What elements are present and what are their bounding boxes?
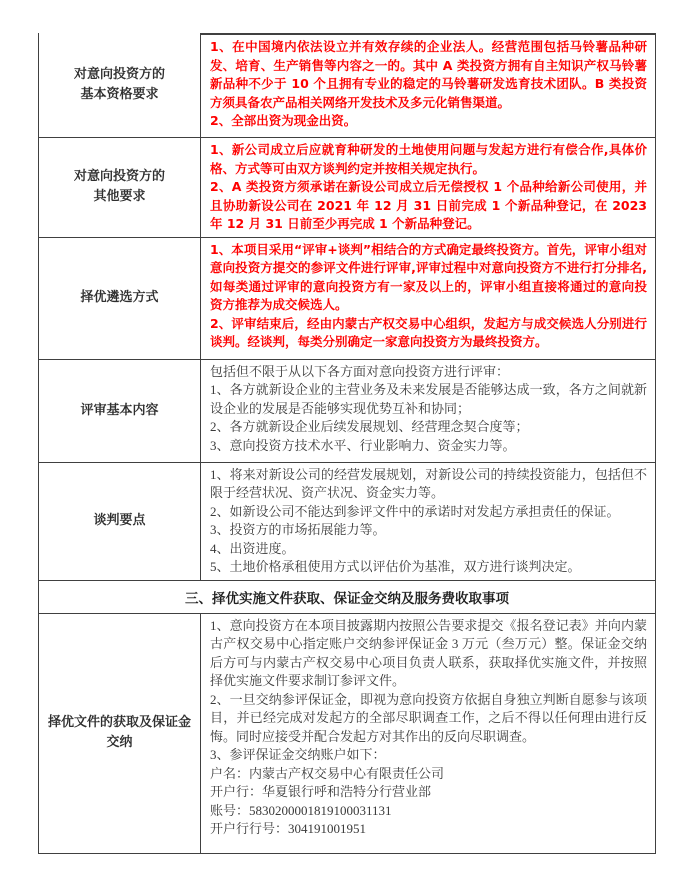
text-line: 择优遴选方式 [80,290,159,305]
row-content-selection-method [201,238,656,359]
text-line: 对意向投资方的 [73,169,165,185]
text-line: 1、意向投资方在本项目披露期内按照公告要求提交《报名登记表》并向内蒙古产权交易中心指定账户交纳参评保证金 3 万元（叁万元）整。保证金交纳后方可与内蒙古产权交易中心项目负责人联系，获取择优实施文件，并按照择优实施文件要求制订参评文件。 [210,617,647,688]
text-line: 开户行行号：304191001951 [210,821,367,836]
text-line: 5、土地价格承租使用方式以评估价为基准，双方进行谈判决定。 [210,559,581,574]
text-line: 1、将来对新设公司的经营发展规划，对新设公司的持续投资能力，包括但不限于经营状况、资产状况、资金实力等。 [210,466,647,500]
table-row-selection-method [38,238,656,360]
text-line: 2、全部出资为现金出资。 [210,113,357,128]
text-line: 2、评审结束后，经由内蒙古产权交易中心组织，发起方与成交候选人分别进行谈判。经谈判，每类分别确定一家意向投资方为最终投资方。 [210,315,647,349]
row-label-review-content [38,360,201,462]
text-line: 1、新公司成立后应就育种研发的土地使用问题与发起方进行有偿合作,具体价格、方式等可由双方谈判约定并按相关规定执行。 [210,142,647,176]
row-content-other-requirements [201,138,656,237]
table-row-other-requirements [38,138,656,238]
text-line: 2、A 类投资方须承诺在新设公司成立后无偿授权 1 个品种给新公司使用，并且协助新设公司在 2021 年 12 月 31 日前完成 1 个新品种登记，在 2023 年 12 月 31 日前至少再完成 1 个新品种登记。 [210,179,647,231]
row-content-negotiation-points [201,463,656,580]
row-content-basic-qualification [201,33,656,137]
row-label-negotiation-points [38,463,201,580]
table-row-basic-qualification [38,33,656,138]
text-line: 包括但不限于从以下各方面对意向投资方进行评审： [210,363,510,379]
text-line: 开户行：华夏银行呼和浩特分行营业部 [210,784,432,799]
table-row-negotiation-points [38,463,656,581]
row-label-basic-qualification [38,33,201,137]
table-row-review-content [38,360,656,463]
text-line: 账号：5830200001819100031131 [210,802,392,818]
text-line: 2、一旦交纳参评保证金，即视为意向投资方依据自身独立判断自愿参与该项目，并已经完成对发起方的全部尽职调查工作，之后不得以任何理由进行反悔。同时应接受并配合发起方对其作出的反向尽职调查。 [210,691,647,744]
text-line: 对意向投资方的 [73,67,165,82]
text-line: 3、意向投资方技术水平、行业影响力、资金实力等。 [210,437,516,453]
table-row-document-and-deposit [38,614,656,854]
section-header-fee-matters: 三、择优实施文件获取、保证金交纳及服务费收取事项 [38,581,656,614]
row-content-document-and-deposit [201,614,656,853]
text-line: 评审基本内容 [80,402,159,418]
text-line: 2、各方就新设企业后续发展规划、经营理念契合度等； [210,419,529,434]
row-label-other-requirements [38,138,201,237]
text-line: 1、本项目采用“评审+谈判”相结合的方式确定最终投资方。首先，评审小组对意向投资方提交的参评文件进行评审,评审过程中对意向投资方不进行打分排名,如每类通过评审的意向投资方有一家及以上的，评审小组直接将通过的意向投资方推荐为成交候选人。 [210,241,647,312]
row-label-selection-method [38,238,201,359]
text-line: 2、如新设公司不能达到参评文件中的承诺时对发起方承担责任的保证。 [210,503,620,519]
text-line: 谈判要点 [93,513,146,528]
text-line: 4、出资进度。 [210,540,295,556]
row-label-document-and-deposit [38,614,201,853]
text-line: 3、投资方的市场拓展能力等。 [210,522,386,537]
text-line: 交纳 [106,735,133,750]
text-line: 户名：内蒙古产权交易中心有限责任公司 [210,765,445,781]
requirements-table [38,33,656,854]
text-line: 择优文件的获取及保证金 [47,715,191,730]
text-line: 1、在中国境内依法设立并有效存续的企业法人。经营范围包括马铃薯品种研发、培育、生产销售等内容之一的。其中 A 类投资方拥有自主知识产权马铃薯新品种不少于 10 个且拥有专业的稳定的马铃薯研发选育技术团队。B 类投资方须具备农产品相关网络开发技术及多元化销售渠道。 [210,39,647,110]
row-content-review-content [201,360,656,462]
text-line: 基本资格要求 [80,87,159,102]
text-line: 3、参评保证金交纳账户如下： [210,747,386,762]
text-line: 其他要求 [93,189,146,205]
text-line: 1、各方就新设企业的主营业务及未来发展是否能够达成一致，各方之间就新设企业的发展是否能够实现优势互补和协同； [210,382,647,416]
